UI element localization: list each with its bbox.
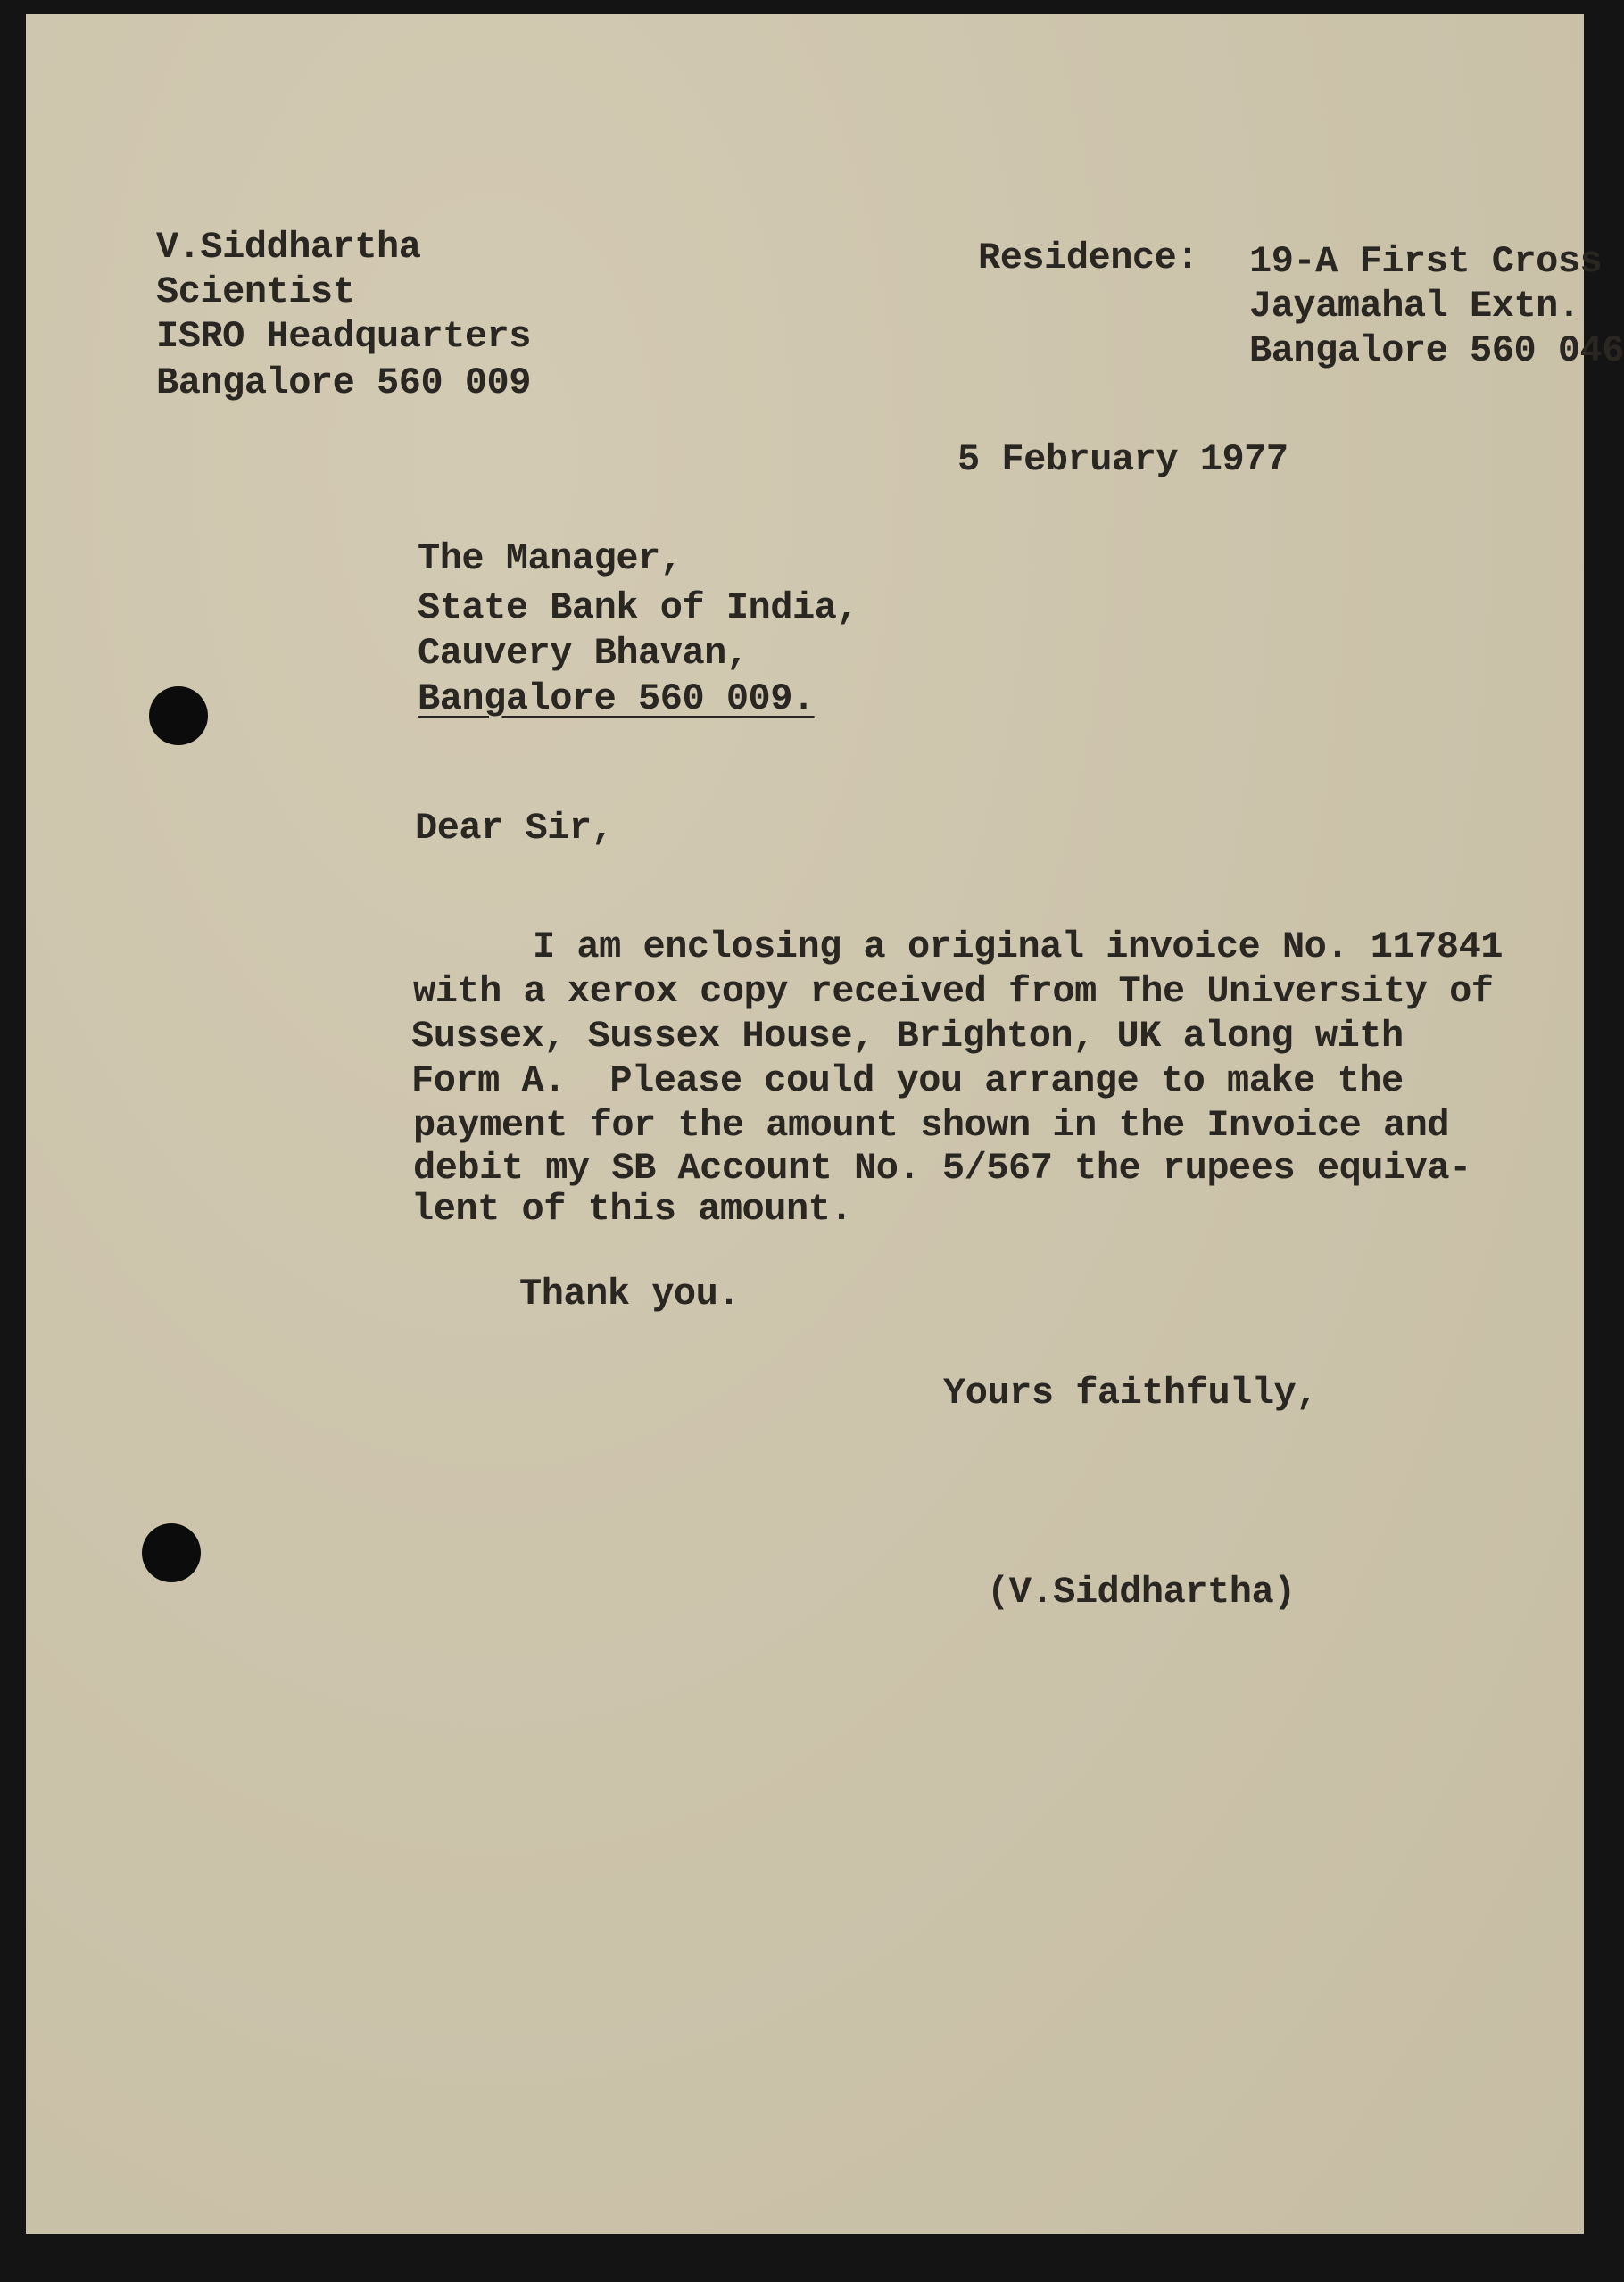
body-line: I am enclosing a original invoice No. 117841 [533,925,1503,968]
punch-hole [142,1523,201,1582]
residence-line: Bangalore 560 046 [1249,329,1624,372]
residence-line: Jayamahal Extn. [1249,285,1580,328]
recipient-line: Cauvery Bhavan, [418,632,749,675]
body-line: Form A. Please could you arrange to make the [411,1059,1404,1102]
letter-date: 5 February 1977 [957,438,1288,481]
closing: Yours faithfully, [943,1372,1318,1415]
signature-name: (V.Siddhartha) [987,1571,1296,1614]
body-line: debit my SB Account No. 5/567 the rupees equiva- [413,1147,1471,1190]
sender-organization: ISRO Headquarters [156,315,531,358]
recipient-line: Bangalore 560 009. [418,677,815,720]
punch-hole [149,686,208,745]
thanks-line: Thank you. [519,1273,741,1315]
body-line: with a xerox copy received from The University of [413,970,1494,1013]
recipient-line: State Bank of India, [418,586,859,629]
sender-name: V.Siddhartha [156,226,421,269]
sender-title: Scientist [156,270,355,313]
residence-line: 19-A First Cross [1249,240,1603,283]
body-line: Sussex, Sussex House, Brighton, UK along with [411,1015,1404,1058]
body-line: payment for the amount shown in the Invoice and [413,1104,1450,1147]
body-line: lent of this amount. [411,1188,853,1231]
residence-label: Residence: [978,236,1199,279]
salutation: Dear Sir, [415,807,614,850]
recipient-line: The Manager, [418,537,683,580]
sender-city: Bangalore 560 009 [156,361,531,404]
